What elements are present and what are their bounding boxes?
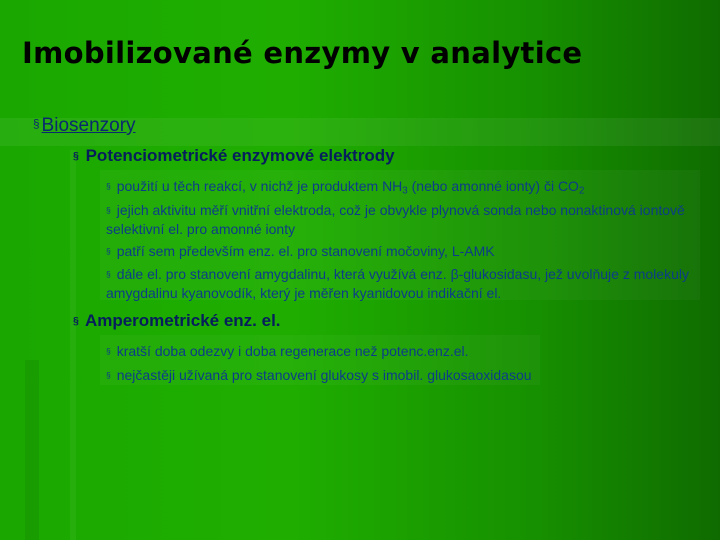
list-item (106, 201, 696, 239)
bullet-marker: § (106, 246, 111, 257)
section-heading-text: Amperometrické enz. el. (84, 311, 281, 330)
list-item (106, 366, 532, 385)
bullet-marker: § (106, 269, 111, 280)
list-item (106, 242, 495, 261)
list-item-text: použití u těch reakcí, v nichž je produktem NH (116, 178, 403, 194)
bullet-marker: § (33, 118, 40, 132)
bullet-marker: § (106, 205, 111, 216)
subscript: 3 (402, 185, 408, 197)
list-item (106, 342, 469, 361)
bullet-text[interactable]: Biosenzory (41, 115, 136, 136)
list-item-text: (nebo amonné ionty) či CO (407, 178, 579, 194)
list-item-text: jejich aktivitu měří vnitřní elektroda, což je obvykle plynová sonda nebo nonaktinová iontově selektivní el. pro amonné ionty (106, 202, 685, 238)
bullet-marker: § (106, 181, 111, 192)
list-item-text: dále el. pro stanovení amygdalinu, která využívá enz. β-glukosidasu, jež uvolňuje z molekuly amygdalinu kyanovodík, který je měřen kyanidovou indikační el. (106, 266, 689, 302)
section-heading-potenciometricke (73, 146, 395, 166)
list-item-text: patří sem především enz. el. pro stanovení močoviny, L-AMK (116, 243, 495, 259)
list-item (106, 265, 696, 303)
list-item-text: kratší doba odezvy i doba regenerace než potenc.enz.el. (116, 343, 469, 359)
section-heading-text: Potenciometrické enzymové elektrody (85, 146, 395, 165)
bullet-marker: § (106, 370, 111, 381)
bullet-marker: § (106, 346, 111, 357)
list-item-text: nejčastěji užívaná pro stanovení glukosy s imobil. glukosaoxidasou (116, 367, 532, 383)
subscript: 2 (578, 185, 585, 197)
list-item (106, 177, 584, 200)
slide-title: Imobilizované enzymy v analytice (22, 36, 583, 70)
bullet-biosenzory (33, 115, 136, 137)
bullet-marker: § (73, 149, 79, 162)
section-heading-amperometricke (73, 311, 281, 331)
bullet-marker: § (73, 314, 79, 327)
background-stripe (25, 360, 39, 540)
background-stripe (70, 150, 76, 540)
